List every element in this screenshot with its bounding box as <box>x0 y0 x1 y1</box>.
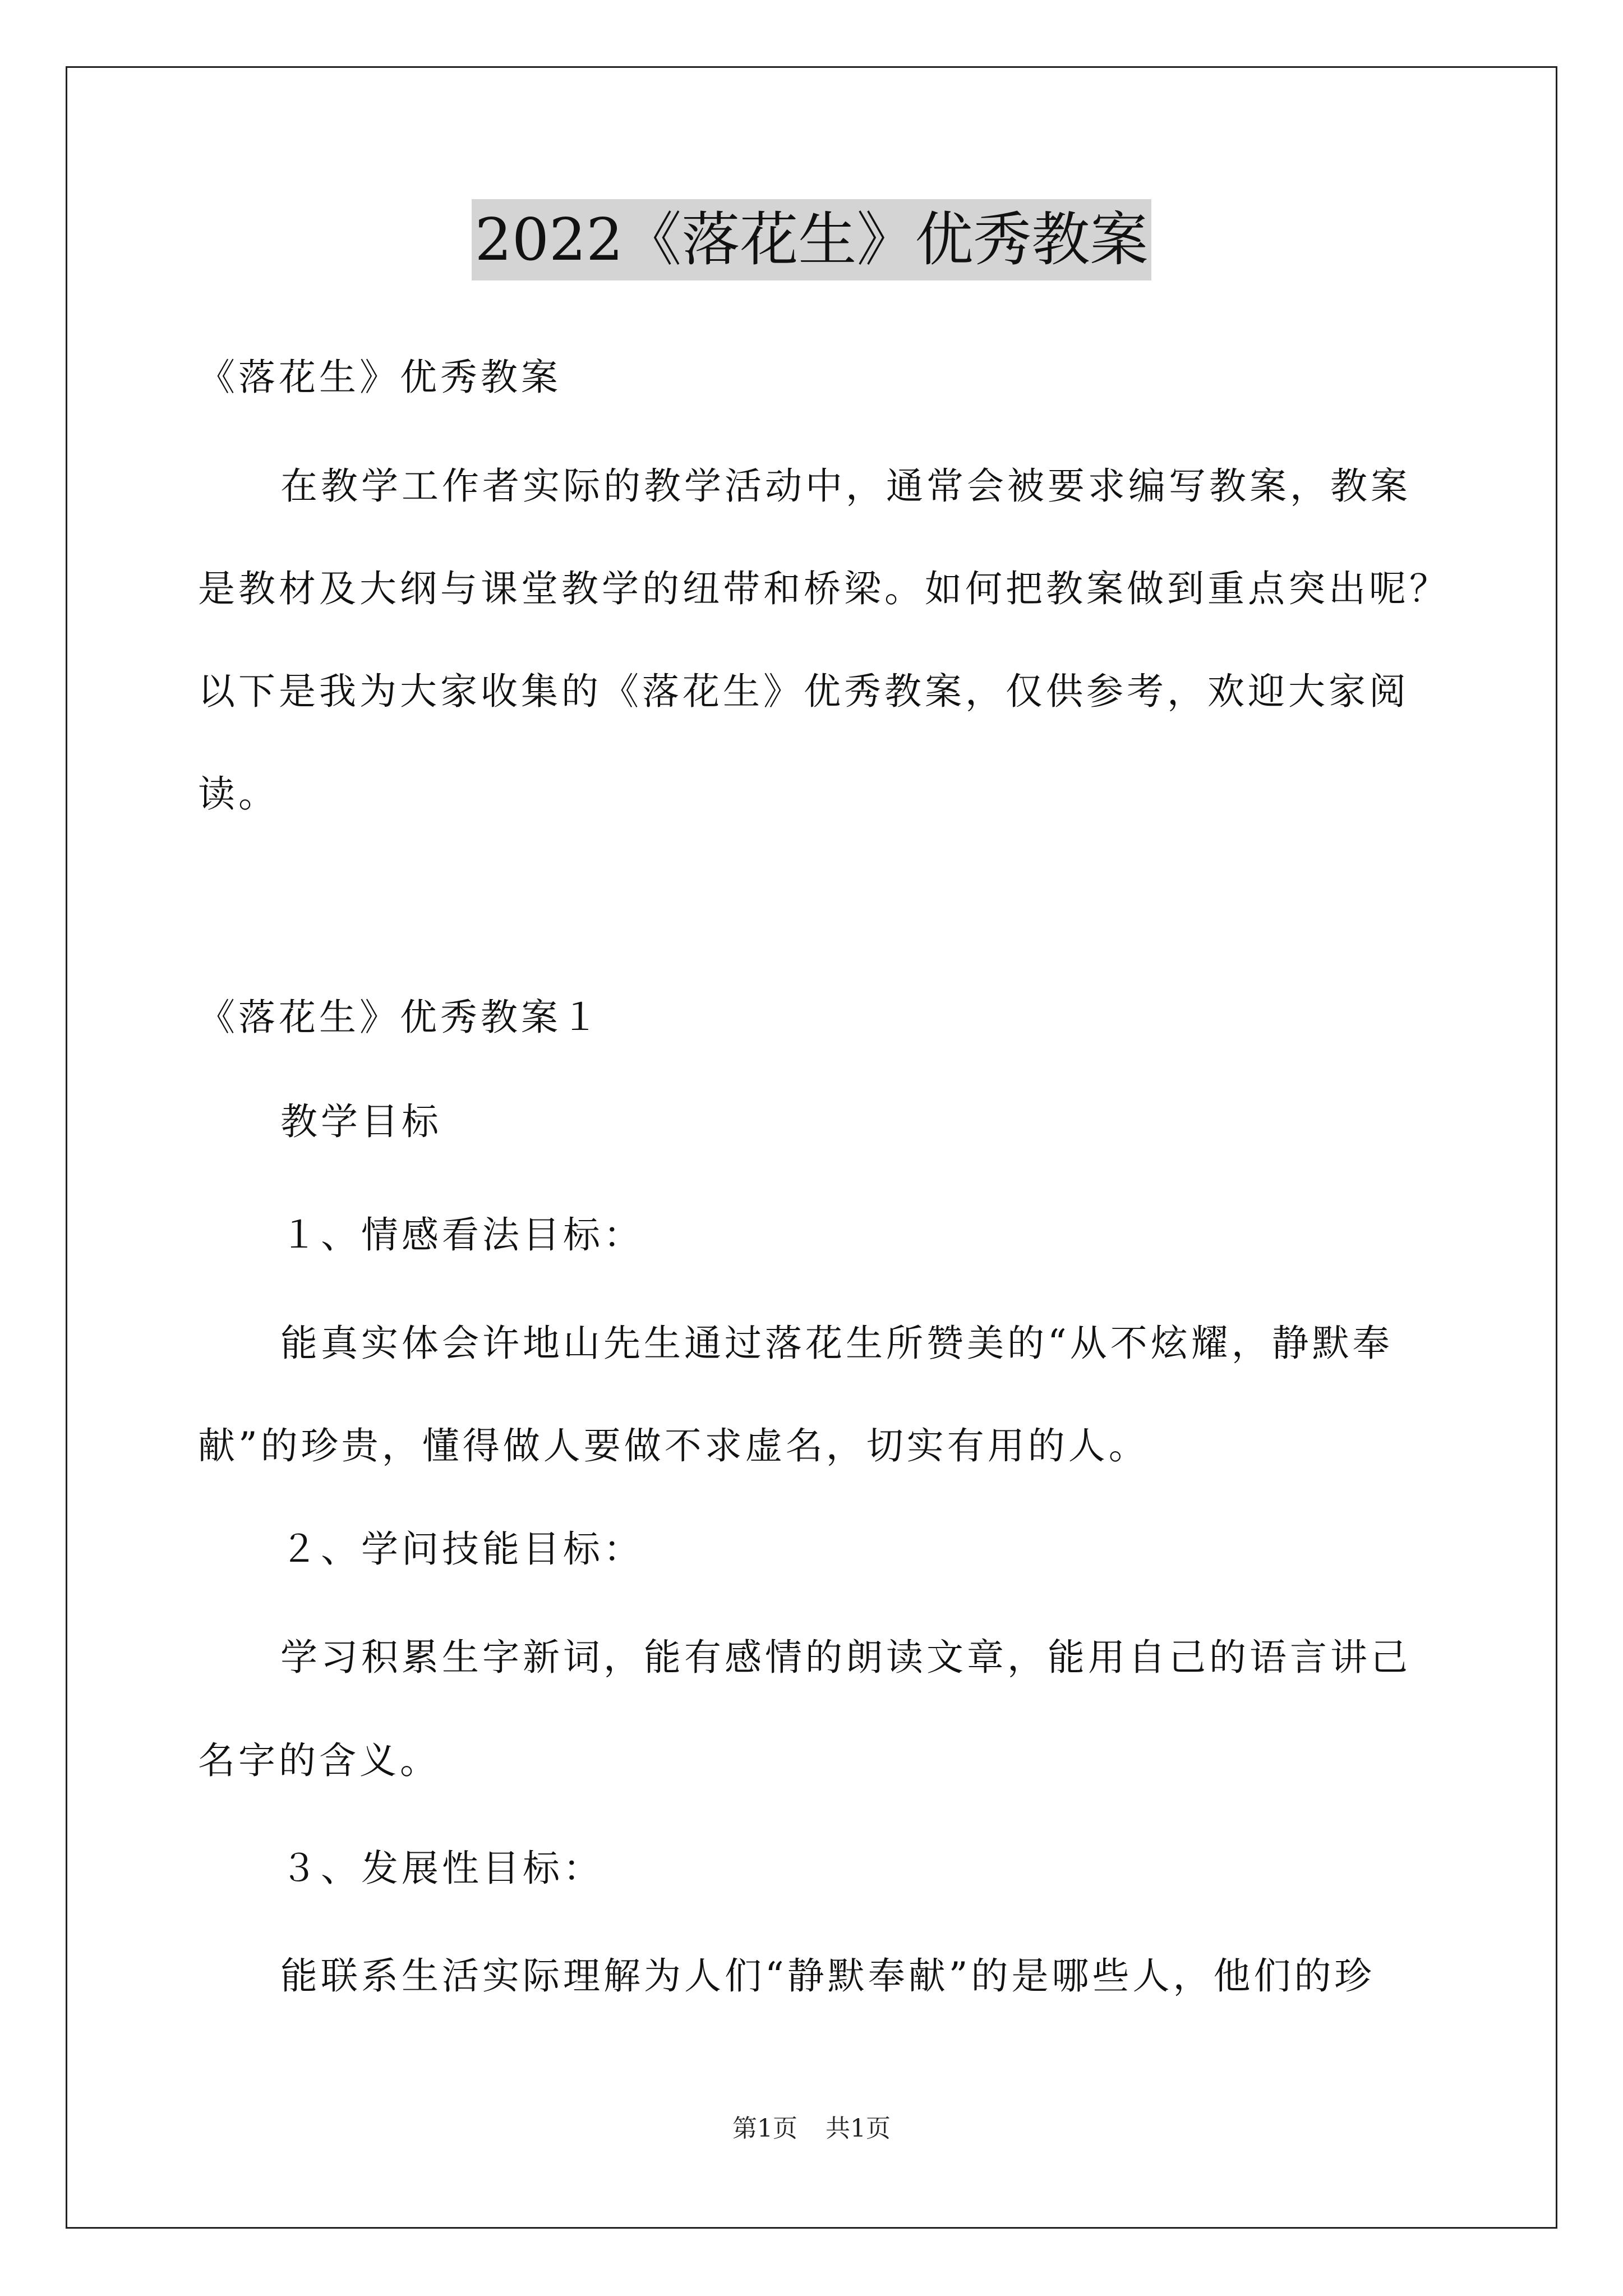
objective-3-heading: ３、发展性目标： <box>280 1847 603 1890</box>
objective-1-line-2: 献”的珍贵，懂得做人要做不求虚名，切实有用的人。 <box>198 1424 1149 1467</box>
intro-line-3: 以下是我为大家收集的《落花生》优秀教案，仅供参考，欢迎大家阅 <box>198 670 1409 713</box>
objective-1-heading: １、情感看法目标： <box>280 1213 644 1257</box>
intro-line-4: 读。 <box>198 772 279 816</box>
objective-3-line-1: 能联系生活实际理解为人们“静默奉献”的是哪些人，他们的珍 <box>280 1954 1375 1998</box>
objective-1-line-1: 能真实体会许地山先生通过落花生所赞美的“从不炫耀，静默奉 <box>280 1322 1393 1365</box>
section-heading: 《落花生》优秀教案１ <box>198 996 602 1039</box>
objective-2-line-1: 学习积累生字新词，能有感情的朗读文章，能用自己的语言讲己 <box>280 1636 1411 1679</box>
objectives-heading: 教学目标 <box>280 1100 442 1143</box>
title-wrap <box>0 199 1623 280</box>
document-title: 2022《落花生》优秀教案 <box>472 199 1152 280</box>
subtitle-line: 《落花生》优秀教案 <box>198 356 561 399</box>
page-footer <box>0 2112 1623 2146</box>
intro-line-1: 在教学工作者实际的教学活动中，通常会被要求编写教案，教案 <box>280 464 1411 508</box>
objective-2-heading: ２、学问技能目标： <box>280 1527 644 1571</box>
intro-line-2: 是教材及大纲与课堂教学的纽带和桥梁。如何把教案做到重点突出呢？ <box>198 567 1450 610</box>
page-total: 共1页 <box>826 2114 891 2143</box>
page-number: 第1页 <box>732 2114 797 2143</box>
objective-2-line-2: 名字的含义。 <box>198 1739 440 1782</box>
